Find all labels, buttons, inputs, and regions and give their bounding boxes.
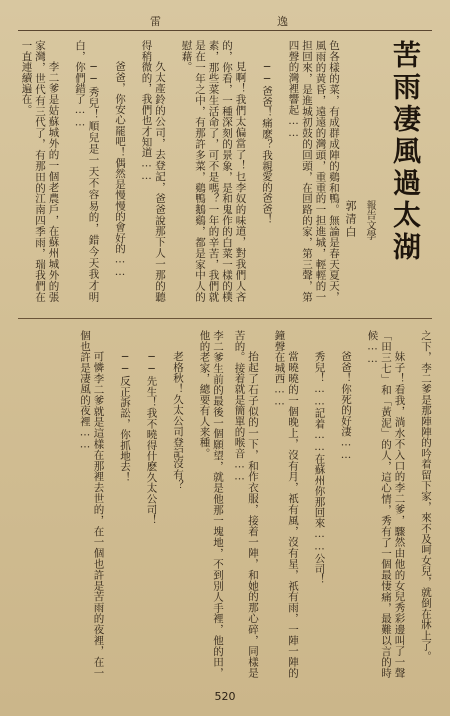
paragraph: 當曉曉的一個晚上，沒有月，祇有風，沒有星，祇有雨，一陣一陣的鐘聲在城西…… [273,330,299,678]
paragraph: 久太產鈴的公司，去登記，爸爸說那下人一那的聽得稍微的，我們也才知道…… [140,40,166,302]
paragraph: ──先生！我不曉得什麽久太公司！ [145,351,158,526]
section-divider [18,318,432,319]
paragraph: 李二爹生前的最後一個願望，就是他那一塊地，不到別人手裡，他的田，他的老家，總要有人来種。 [198,330,224,678]
article-subtitle: 報告文學 [364,200,375,240]
paragraph: 李二爹是姑蘇城外的一個老農戶，在蘇州城外的張家灣，世代有三代了，有那田的江南四季雨，瑞我們在一直連續遍在。 [20,40,60,302]
article-title: 苦雨凄風過太湖 [389,40,422,264]
text-block-top [20,40,340,302]
running-header [150,14,290,28]
paragraph: ──反正訴訟，你抓地去！ [119,351,131,483]
page-number: 520 [214,690,236,703]
paragraph: 可憐李二爹就是這樣在那裡去世的，在一個也許是苦雨的夜裡，在一個也許是凄風的夜裡…… [79,330,105,678]
header-rule [18,30,432,31]
paragraph: 見啊！我們太偏當了！乜李奴的味道，對我們人吝的，你看，一種深刻的景象，是和鬼作的白菜一樣的樸素，那些菜生活命了，可不是嗎？一年的辛苦，我們就是在一年之中，有那許多菜，鷄鴨鵝鷄，都是家中人的慰藉。 [180,40,247,302]
paragraph: 抬起了石子似的一下，和作衣服，接着一陣，和她的那心碎，同樣是苦的。接着就是簡單的喉音…… [233,330,259,678]
paragraph: 色各樣的菜，有成群成陣的鷄和鴨。無論是春天夏天，風雨的黄昏，遠遠的灣頭，重重的一担進城，輕輕的一担回來，是進城初鼓的回頭，在回路的家，第三聲，第四聲的灣裡響起…… [287,40,340,302]
header-left-char: 雷 [150,15,163,28]
text-block-bottom-right [226,330,432,678]
paragraph: 爸爸！你死的好淒…… [340,351,352,461]
text-block-bottom-left [20,330,224,678]
paragraph: 秀兒！……記着……在蘇州你那回來……公司！ [313,351,326,585]
paragraph: ──爸爸！痛麽？我親愛的爸爸！ [261,61,273,225]
paragraph: 爸爸，你安心罷吧！偶然是慢慢的會好的…… [114,61,126,278]
article-author: 郭清白 [344,200,357,239]
header-right-char: 逸 [277,15,290,28]
paragraph: 妹子！看我，淌水不入口的李二爹，驟然由他的女兒秀彩邊叫了一聲「田三七」和「黃泥」的人，這心情，秀有了一個最悽痛，最難以言的時候…… [366,330,406,678]
paragraph: 老格秋！久太公司登記沒有？ [172,351,184,491]
paragraph: 之下，李二爹是那陣陣的吟着留下家，來不及呵女兒，就倒在牀上了。 [420,330,432,662]
paragraph: ──秀兒！順兒是一天不容易的，錯今天我才明白，你們錯了…… [74,40,100,302]
